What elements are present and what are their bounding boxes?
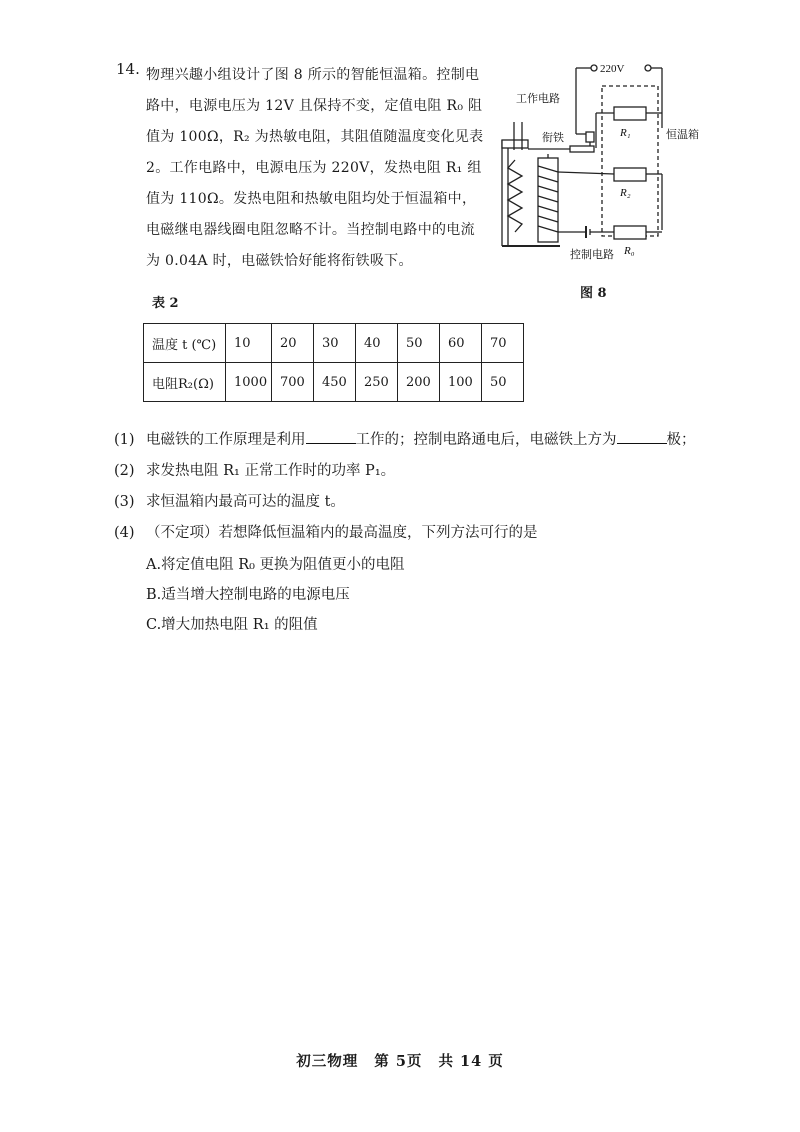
- stem-line: 物理兴趣小组设计了图 8 所示的智能恒温箱。控制电: [146, 67, 480, 83]
- table-header-cell: 电阻R₂(Ω): [144, 363, 226, 402]
- table-row: [144, 324, 524, 363]
- subquestion-number: (3): [114, 494, 135, 510]
- box-label: 恒温箱: [666, 129, 699, 141]
- r2-label: R₂: [620, 187, 631, 199]
- option-b: B.适当增大控制电路的电源电压: [146, 587, 350, 603]
- subquestion-text: 极；: [666, 432, 696, 448]
- stem-line: 2。工作电路中，电源电压为 220V，发热电阻 R₁ 组: [146, 160, 482, 176]
- subquestion-1: [114, 428, 696, 449]
- page-footer: [0, 1050, 800, 1071]
- subquestion-number: (1): [114, 432, 135, 448]
- armature-label: 衔铁: [542, 132, 564, 144]
- stem-line: 电磁继电器线圈电阻忽略不计。当控制电路中的电流: [146, 222, 475, 238]
- option-a: A.将定值电阻 R₀ 更换为阻值更小的电阻: [146, 557, 405, 573]
- subquestion-text: 电磁铁的工作原理是利用: [146, 432, 306, 448]
- stem-line: 路中，电源电压为 12V 且保持不变，定值电阻 R₀ 阻: [146, 98, 483, 114]
- option-c: C.增大加热电阻 R₁ 的阻值: [146, 617, 318, 633]
- table-cell: 30: [314, 324, 356, 363]
- table-cell: 10: [226, 324, 272, 363]
- answer-blank[interactable]: [617, 429, 667, 444]
- subquestion-4: [114, 521, 538, 542]
- circuit-diagram: [490, 50, 790, 310]
- subquestion-3: [114, 490, 345, 511]
- footer-subject: 初三物理: [296, 1053, 359, 1070]
- table-cell: 1000: [226, 363, 272, 402]
- subquestion-text: （不定项）若想降低恒温箱内的最高温度，下列方法可行的是: [146, 525, 538, 541]
- voltage-label: 220V: [600, 63, 625, 75]
- footer-page: 第 5页: [374, 1053, 423, 1070]
- table-cell: 50: [482, 363, 524, 402]
- work-circuit-label: 工作电路: [516, 93, 560, 105]
- table-cell: 70: [482, 324, 524, 363]
- r0-label: R₀: [624, 245, 635, 257]
- subquestion-number: (2): [114, 463, 135, 479]
- table-cell: 50: [398, 324, 440, 363]
- figure-caption: 图 8: [580, 286, 607, 301]
- control-circuit-label: 控制电路: [570, 249, 614, 261]
- table-cell: 700: [272, 363, 314, 402]
- table-cell: 250: [356, 363, 398, 402]
- table-cell: 60: [440, 324, 482, 363]
- answer-blank[interactable]: [306, 429, 356, 444]
- subquestion-text: 求发热电阻 R₁ 正常工作时的功率 P₁。: [146, 463, 396, 479]
- subquestion-text: 求恒温箱内最高可达的温度 t。: [146, 494, 345, 510]
- stem-line: 值为 100Ω，R₂ 为热敏电阻，其阻值随温度变化见表: [146, 129, 484, 145]
- subquestion-text: 工作的；控制电路通电后，电磁铁上方为: [355, 432, 617, 448]
- table-title: 表 2: [152, 296, 179, 311]
- table-cell: 20: [272, 324, 314, 363]
- r1-label: R₁: [620, 127, 631, 139]
- table-header-cell: 温度 t (℃): [144, 324, 226, 363]
- table-cell: 450: [314, 363, 356, 402]
- subquestion-number: (4): [114, 525, 135, 541]
- table-cell: 200: [398, 363, 440, 402]
- table-cell: 100: [440, 363, 482, 402]
- temperature-resistance-table: [143, 323, 524, 402]
- subquestion-2: [114, 459, 395, 480]
- footer-total: 共 14 页: [438, 1053, 504, 1070]
- stem-line: 值为 110Ω。发热电阻和热敏电阻均处于恒温箱中，: [146, 191, 477, 207]
- table-row: [144, 363, 524, 402]
- stem-line: 为 0.04A 时，电磁铁恰好能将衔铁吸下。: [146, 253, 413, 269]
- table-cell: 40: [356, 324, 398, 363]
- question-number: 14.: [116, 60, 140, 78]
- question-stem: [146, 60, 486, 277]
